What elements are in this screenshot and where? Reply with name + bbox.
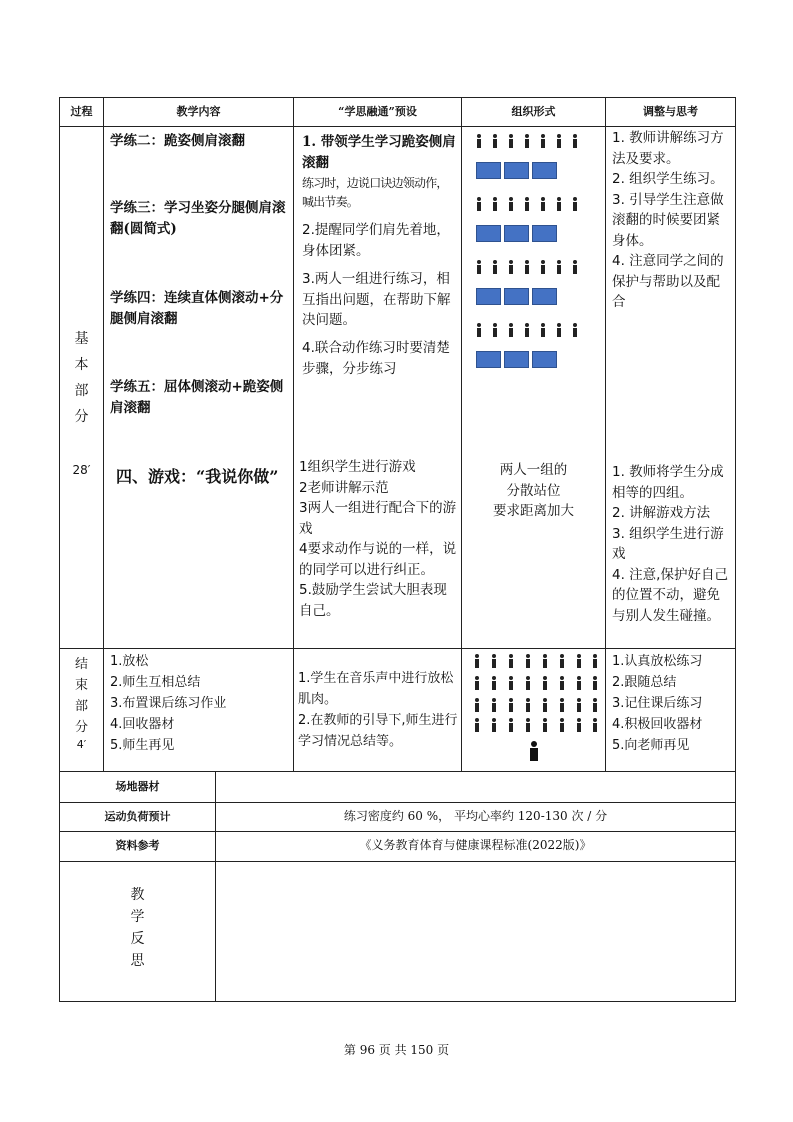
student-figure — [576, 676, 582, 690]
mat — [532, 225, 557, 242]
student-figure — [540, 323, 546, 337]
ending-preset-list — [298, 668, 458, 752]
ending-preset-item: 1.学生在音乐声中进行放松肌肉。 — [298, 671, 454, 707]
game-title: 四、游戏：“我说你做” — [116, 467, 279, 486]
ending-adjust-list — [612, 651, 732, 756]
student-figure — [559, 654, 565, 668]
ending-content-item: 1.放松 — [110, 654, 149, 669]
student-figure — [476, 323, 482, 337]
header-organization: 组织形式 — [511, 105, 556, 118]
basic-duration: 28′ — [72, 463, 91, 477]
game-adjust-item: 2. 讲解游戏方法 — [612, 505, 711, 521]
student-figure — [540, 134, 546, 148]
student-figure — [474, 654, 480, 668]
label-char: 束 — [74, 678, 88, 693]
student-figure — [524, 134, 530, 148]
student-figure — [476, 134, 482, 148]
student-figure — [572, 134, 578, 148]
practice-4: 学练四：连续直体侧滚动+分腿侧肩滚翻 — [110, 290, 284, 327]
game-organization — [462, 460, 605, 522]
label-char: 部 — [74, 699, 88, 714]
ending-section-label — [60, 654, 103, 752]
student-figure — [592, 654, 598, 668]
preset-item-2: 2.提醒同学们肩先着地，身体团紧。 — [302, 222, 450, 259]
student-figure — [542, 718, 548, 732]
label-char: 思 — [130, 953, 145, 969]
adjust-item: 1. 教师讲解练习方法及要求。 — [612, 130, 724, 167]
ending-content-item: 3.布置课后练习作业 — [110, 696, 227, 711]
ending-content-item: 5.师生再见 — [110, 738, 175, 753]
load-value: 练习密度约 60 %， 平均心率约 120-130 次 / 分 — [343, 809, 608, 823]
student-figure — [474, 676, 480, 690]
game-org-line: 分散站位 — [506, 482, 561, 499]
label-char: 学 — [130, 909, 145, 925]
label-char: 部 — [74, 383, 89, 399]
formation-diagram — [462, 127, 605, 427]
game-preset-item: 4要求动作与说的一样，说的同学可以进行纠正。 — [299, 541, 457, 578]
student-figure — [556, 197, 562, 211]
label-char: 分 — [74, 720, 88, 735]
header-process: 过程 — [70, 105, 93, 118]
game-adjust-item: 1. 教师将学生分成相等的四组。 — [612, 464, 724, 501]
game-preset-item: 5.鼓励学生尝试大胆表现自己。 — [299, 582, 447, 619]
practice-5: 学练五：屈体侧滚动+跪姿侧肩滚翻 — [110, 379, 284, 416]
game-org-line: 要求距离加大 — [493, 503, 574, 519]
mat — [476, 288, 501, 305]
ending-adjust-item: 3.记住课后练习 — [612, 696, 703, 711]
student-figure — [542, 698, 548, 712]
student-figure — [592, 676, 598, 690]
load-label: 运动负荷预计 — [104, 810, 171, 823]
student-figure — [525, 654, 531, 668]
student-figure — [592, 718, 598, 732]
student-figure — [476, 197, 482, 211]
student-figure — [508, 260, 514, 274]
student-figure — [576, 698, 582, 712]
student-figure — [508, 718, 514, 732]
game-org-line: 两人一组的 — [499, 462, 568, 478]
student-figure — [572, 323, 578, 337]
label-char: 基 — [74, 331, 89, 347]
ending-adjust-item: 2.跟随总结 — [612, 675, 677, 690]
student-figure — [525, 676, 531, 690]
student-figure — [491, 676, 497, 690]
student-figure — [559, 698, 565, 712]
ending-duration: 4′ — [76, 738, 87, 751]
student-figure — [474, 718, 480, 732]
adjust-item: 3. 引导学生注意做滚翻的时候要团紧身体。 — [612, 191, 724, 249]
student-figure — [540, 260, 546, 274]
mat — [476, 351, 501, 368]
label-char: 反 — [130, 931, 145, 947]
mat — [476, 225, 501, 242]
student-figure — [525, 718, 531, 732]
game-preset-item: 3两人一组进行配合下的游戏 — [299, 500, 457, 537]
ending-adjust-item: 4.积极回收器材 — [612, 717, 703, 732]
reference-label: 资料参考 — [115, 839, 160, 852]
mat — [476, 162, 501, 179]
student-figure — [508, 676, 514, 690]
game-adjust-list — [612, 462, 732, 626]
label-char: 分 — [74, 409, 89, 425]
header-content: 教学内容 — [176, 105, 221, 118]
venue-label: 场地器材 — [115, 780, 160, 793]
student-figure — [491, 718, 497, 732]
student-figure — [476, 260, 482, 274]
header-preset: “学思融通”预设 — [338, 105, 417, 118]
student-figure — [572, 260, 578, 274]
student-figure — [559, 718, 565, 732]
label-char: 教 — [130, 887, 145, 903]
teacher-figure — [529, 741, 539, 761]
reflection-label — [60, 884, 215, 972]
practice-3: 学练三：学习坐姿分腿侧肩滚翻(圆简式) — [110, 200, 286, 237]
student-figure — [576, 654, 582, 668]
ending-content-list — [110, 651, 290, 756]
student-figure — [559, 676, 565, 690]
student-figure — [492, 197, 498, 211]
preset-item-3: 3.两人一组进行练习，相互指出问题，在帮助下解决问题。 — [302, 271, 451, 328]
student-figure — [592, 698, 598, 712]
student-figure — [508, 197, 514, 211]
ending-preset-item: 2.在教师的引导下,师生进行学习情况总结等。 — [298, 713, 458, 749]
student-figure — [572, 197, 578, 211]
game-preset-item: 2老师讲解示范 — [299, 479, 389, 496]
student-figure — [576, 718, 582, 732]
preset-note: 练习时，边说口诀边领动作，喊出节奏。 — [302, 176, 448, 209]
game-preset-list — [299, 457, 459, 621]
student-figure — [508, 134, 514, 148]
basic-section-label — [60, 326, 103, 430]
student-figure — [492, 134, 498, 148]
student-figure — [556, 134, 562, 148]
adjust-item: 4. 注意同学之间的保护与帮助以及配合 — [612, 253, 724, 310]
header-adjust: 调整与思考 — [643, 105, 698, 118]
game-adjust-item: 3. 组织学生进行游戏 — [612, 525, 724, 562]
adjust-item: 2. 组织学生练习。 — [612, 171, 724, 187]
student-figure — [524, 197, 530, 211]
student-figure — [525, 698, 531, 712]
student-figure — [524, 323, 530, 337]
student-figure — [491, 698, 497, 712]
adjust-list — [612, 128, 732, 313]
student-figure — [474, 698, 480, 712]
student-figure — [556, 323, 562, 337]
reference-value: 《义务教育体育与健康课程标准(2022版)》 — [359, 838, 592, 852]
label-char: 本 — [74, 357, 89, 373]
student-figure — [524, 260, 530, 274]
student-figure — [540, 197, 546, 211]
page-number: 第 96 页 共 150 页 — [343, 1043, 450, 1057]
label-char: 结 — [74, 657, 88, 672]
ending-formation-diagram — [462, 649, 605, 771]
game-preset-item: 1组织学生进行游戏 — [299, 459, 416, 475]
student-figure — [508, 323, 514, 337]
game-adjust-item: 4. 注意,保护好自己的位置不动，避免与别人发生碰撞。 — [612, 566, 728, 624]
mat — [504, 351, 529, 368]
student-figure — [556, 260, 562, 274]
mat — [504, 225, 529, 242]
ending-adjust-item: 1.认真放松练习 — [612, 654, 703, 669]
student-figure — [542, 654, 548, 668]
mat — [532, 351, 557, 368]
practice-2: 学练二：跪姿侧肩滚翻 — [110, 133, 245, 149]
student-figure — [508, 698, 514, 712]
preset-title: 1. 带领学生学习跪姿侧肩滚翻 — [302, 134, 456, 171]
student-figure — [491, 654, 497, 668]
mat — [532, 162, 557, 179]
student-figure — [492, 260, 498, 274]
student-figure — [508, 654, 514, 668]
mat — [504, 288, 529, 305]
student-figure — [492, 323, 498, 337]
mat — [504, 162, 529, 179]
ending-content-item: 2.师生互相总结 — [110, 675, 201, 690]
ending-adjust-item: 5.向老师再见 — [612, 738, 690, 753]
mat — [532, 288, 557, 305]
ending-content-item: 4.回收器材 — [110, 717, 175, 732]
student-figure — [542, 676, 548, 690]
preset-item-4: 4.联合动作练习时要清楚步骤，分步练习 — [302, 340, 450, 377]
